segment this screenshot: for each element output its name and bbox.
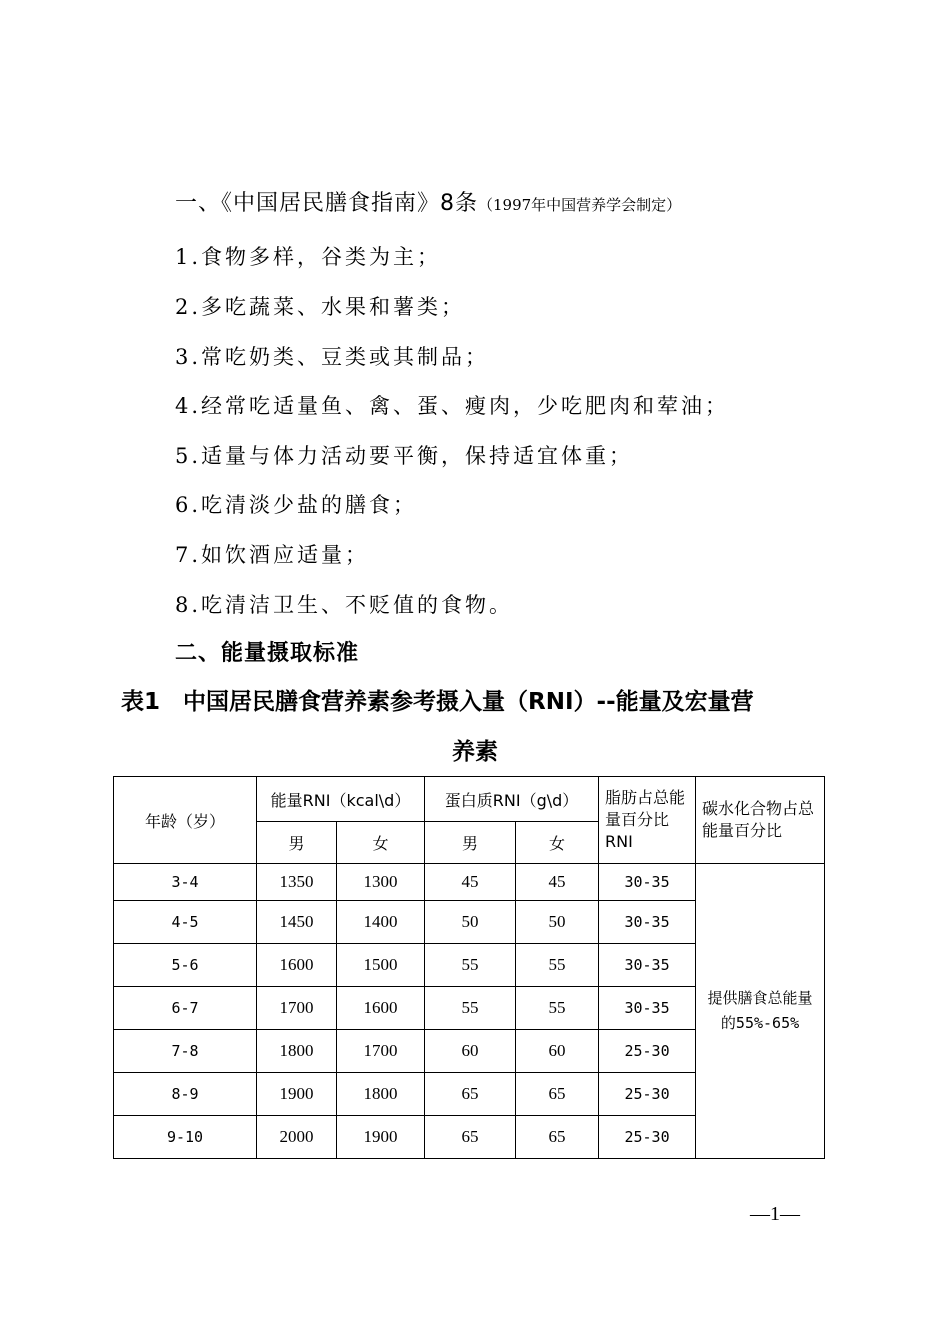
guideline-item-3: 3.常吃奶类、豆类或其制品； [175,345,490,369]
cell-energy-male: 1800 [257,1030,337,1073]
header-energy: 能量RNI（kcal\d） [257,777,425,822]
guideline-item-5: 5.适量与体力活动要平衡，保持适宜体重； [175,444,634,468]
cell-protein-male: 65 [425,1073,516,1116]
cell-carb: 提供膳食总能量的55%-65% [696,864,825,1159]
section-2-heading: 二、能量摄取标准 [175,641,360,666]
cell-fat: 30-35 [599,987,696,1030]
cell-protein-male: 50 [425,901,516,944]
cell-energy-male: 1600 [257,944,337,987]
cell-energy-male: 1900 [257,1073,337,1116]
cell-age: 3-4 [114,864,257,901]
cell-protein-female: 50 [516,901,599,944]
cell-energy-female: 1800 [337,1073,425,1116]
cell-fat: 30-35 [599,901,696,944]
guideline-item-1: 1.食物多样，谷类为主； [175,245,442,269]
cell-protein-female: 45 [516,864,599,901]
cell-energy-male: 2000 [257,1116,337,1159]
cell-age: 5-6 [114,944,257,987]
section-1-title: 一、《中国居民膳食指南》8条 [175,191,478,216]
cell-fat: 25-30 [599,1030,696,1073]
cell-protein-female: 55 [516,944,599,987]
cell-protein-male: 60 [425,1030,516,1073]
guideline-item-6: 6.吃清淡少盐的膳食； [175,493,418,517]
cell-energy-female: 1400 [337,901,425,944]
cell-age: 9-10 [114,1116,257,1159]
cell-energy-female: 1900 [337,1116,425,1159]
section-1-heading [175,186,681,217]
section-1-note: （1997年中国营养学会制定） [478,196,682,214]
cell-energy-female: 1600 [337,987,425,1030]
header-age: 年龄（岁） [114,777,257,864]
cell-fat: 25-30 [599,1116,696,1159]
cell-energy-male: 1450 [257,901,337,944]
cell-energy-male: 1350 [257,864,337,901]
cell-age: 8-9 [114,1073,257,1116]
cell-fat: 30-35 [599,944,696,987]
cell-age: 6-7 [114,987,257,1030]
cell-energy-male: 1700 [257,987,337,1030]
cell-energy-female: 1300 [337,864,425,901]
cell-energy-female: 1500 [337,944,425,987]
table-caption-line-2: 养素 [452,739,498,765]
guideline-item-4: 4.经常吃适量鱼、禽、蛋、瘦肉，少吃肥肉和荤油； [175,394,730,418]
guideline-item-8: 8.吃清洁卫生、不贬值的食物。 [175,593,514,617]
header-energy-male: 男 [257,822,337,864]
rni-table [113,776,825,1159]
guideline-item-2: 2.多吃蔬菜、水果和薯类； [175,295,466,319]
cell-protein-male: 55 [425,944,516,987]
cell-protein-male: 55 [425,987,516,1030]
header-protein: 蛋白质RNI（g\d） [425,777,599,822]
cell-protein-female: 55 [516,987,599,1030]
page-number: —1— [750,1203,800,1225]
cell-protein-female: 65 [516,1116,599,1159]
cell-protein-male: 45 [425,864,516,901]
table-row [114,864,825,901]
header-protein-female: 女 [516,822,599,864]
table-caption-line-1: 表1 中国居民膳食营养素参考摄入量（RNI）--能量及宏量营 [121,689,754,715]
header-energy-female: 女 [337,822,425,864]
header-fat: 脂肪占总能量百分比 RNI [599,777,696,864]
cell-age: 7-8 [114,1030,257,1073]
cell-protein-male: 65 [425,1116,516,1159]
cell-age: 4-5 [114,901,257,944]
guideline-item-7: 7.如饮酒应适量； [175,543,370,567]
cell-fat: 25-30 [599,1073,696,1116]
header-protein-male: 男 [425,822,516,864]
cell-energy-female: 1700 [337,1030,425,1073]
header-carb: 碳水化合物占总能量百分比 [696,777,825,864]
cell-protein-female: 60 [516,1030,599,1073]
cell-protein-female: 65 [516,1073,599,1116]
cell-fat: 30-35 [599,864,696,901]
